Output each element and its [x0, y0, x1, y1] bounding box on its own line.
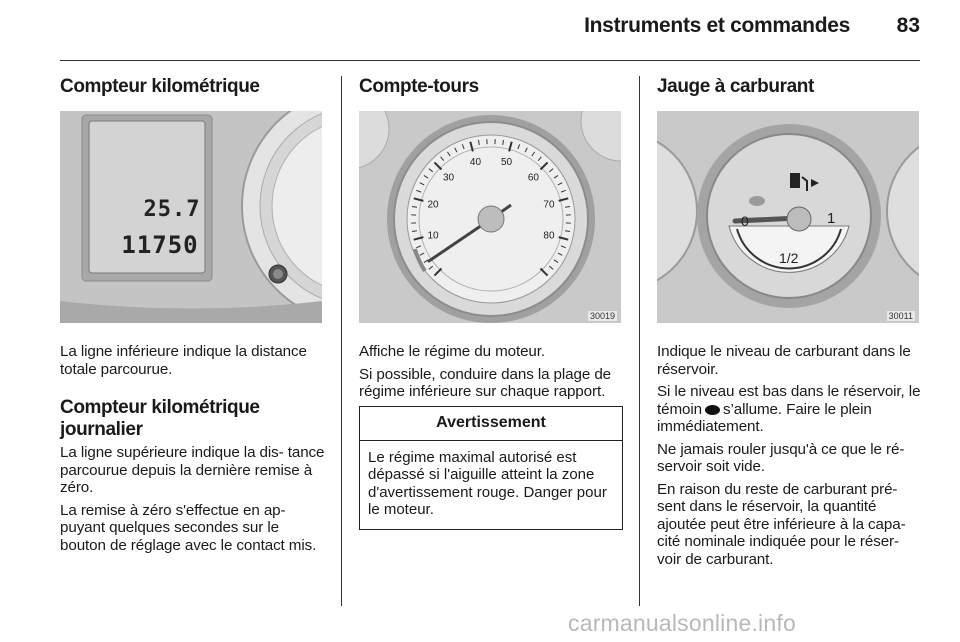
tacho-scale-label: 80: [543, 230, 555, 242]
paragraph: Indique le niveau de carburant dans le réservoir.: [657, 343, 911, 378]
text-span: s’allume. Faire le plein immédiatement.: [657, 400, 872, 435]
section-heading: Compteur kilométrique: [60, 76, 260, 97]
figure-number: 30019: [589, 311, 615, 321]
heading-line: journalier: [60, 419, 143, 440]
tachometer-figure: [359, 111, 621, 323]
tacho-scale-label: 30: [443, 172, 455, 184]
paragraph: Si possible, conduire dans la plage de régime inférieure sur chaque rapport.: [359, 365, 612, 400]
paragraph: La remise à zéro s'effectue en ap- puyant quelques secondes sur le bouton de réglage avec le contact mis.: [60, 501, 317, 554]
column-divider: [341, 76, 342, 606]
fuel-warning-icon: [705, 405, 720, 415]
section-heading: Compte-tours: [359, 76, 479, 97]
tacho-scale-label: 60: [527, 172, 539, 184]
odometer-trip-value: 25.7: [143, 197, 201, 222]
fuel-label-empty: 0: [741, 213, 749, 229]
page-number: 83: [896, 14, 920, 37]
odometer-figure: [60, 111, 322, 323]
tacho-scale-label: 40: [469, 157, 482, 169]
section-heading: [60, 397, 326, 441]
warning-text: Le régime maximal autorisé est dépassé si l'aiguille atteint la zone d'avertissement rouge. Danger pour le moteur.: [368, 448, 607, 518]
header-rule: [60, 60, 920, 61]
fuel-label-full: 1: [827, 210, 836, 227]
heading-line: Compteur kilométrique: [60, 397, 260, 418]
text-span: Si le niveau est bas dans le réservoir, le témoin: [657, 383, 921, 418]
paragraph: Affiche le régime du moteur.: [359, 343, 546, 360]
column-odometer: [60, 76, 326, 559]
tacho-scale-label: 50: [500, 157, 513, 169]
odometer-total-value: 11750: [121, 231, 199, 259]
tacho-scale-label: 20: [427, 199, 439, 211]
warning-title: Avertissement: [436, 413, 546, 431]
paragraph: [657, 383, 921, 436]
fuel-gauge-figure: [657, 111, 919, 323]
column-tachometer: [359, 76, 623, 530]
tacho-scale-label: 10: [427, 230, 439, 242]
tacho-scale-label: 70: [543, 199, 555, 211]
watermark: carmanualsonline.info: [568, 610, 796, 636]
page-header-title: Instruments et commandes: [584, 14, 850, 37]
paragraph: Ne jamais rouler jusqu'à ce que le ré- servoir soit vide.: [657, 440, 905, 475]
paragraph: La ligne supérieure indique la dis- tance parcourue depuis la dernière remise à zéro.: [60, 444, 325, 496]
warning-box: [359, 406, 623, 530]
column-divider: [639, 76, 640, 606]
column-fuel-gauge: [657, 76, 921, 573]
section-heading: Jauge à carburant: [657, 76, 814, 97]
paragraph: En raison du reste de carburant pré- sent dans le réservoir, la quantité ajoutée peut être inférieure à la capa- cité nominale indiquée pour le réser- voir de carburant.: [657, 480, 906, 568]
fuel-label-half: 1/2: [779, 250, 799, 266]
figure-number: 30011: [888, 311, 913, 321]
paragraph: La ligne inférieure indique la distance totale parcourue.: [60, 343, 307, 378]
